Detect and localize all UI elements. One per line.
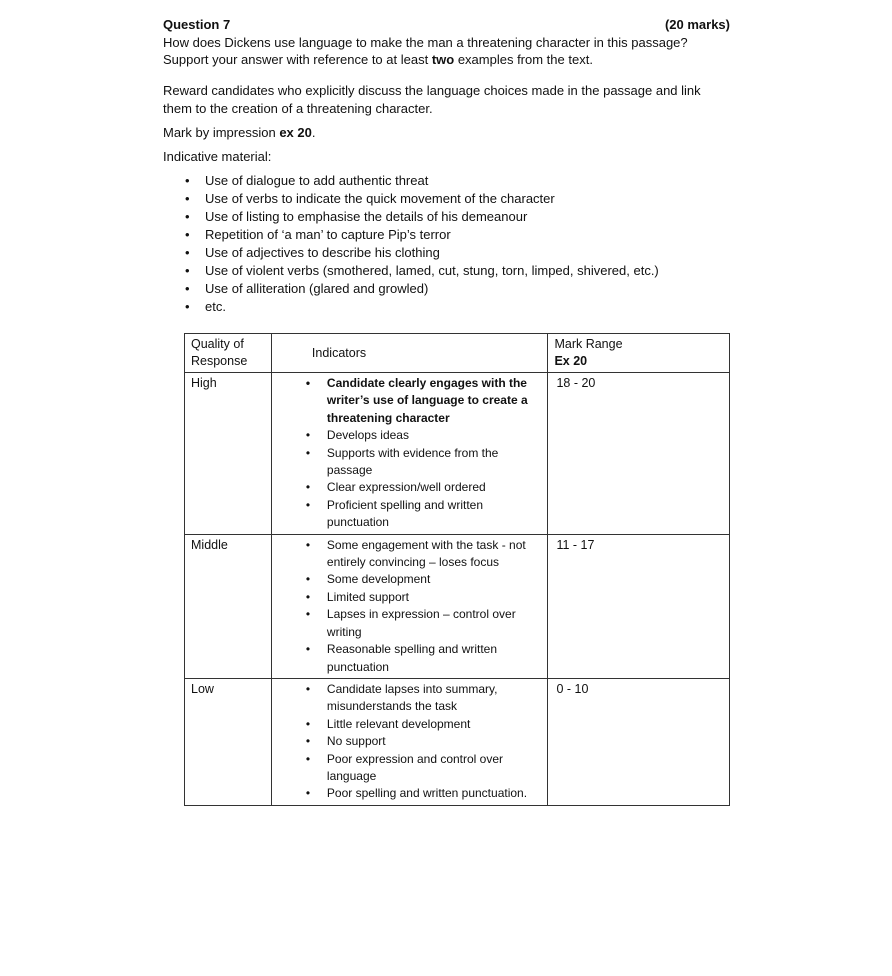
question-block [163,16,730,316]
indicative-item: • Use of alliteration (glared and growled) [183,280,730,298]
indicator-item: • Supports with evidence from the passage [306,445,542,480]
indicator-item: • Poor expression and control over language [306,751,542,786]
indicative-item: • Use of violent verbs (smothered, lamed, cut, stung, torn, limped, shivered, etc.) [183,262,730,280]
prompt-text-end: examples from the text. [454,52,593,67]
indicator-item: • Clear expression/well ordered [306,479,542,496]
reward-guidance: Reward candidates who explicitly discuss the language choices made in the passage and link them to the creation of a threatening character. [163,83,701,116]
indicator-item: • Some engagement with the task - not entirely convincing – loses focus [306,537,542,572]
question-prompt-line1: How does Dickens use language to make the man a threatening character in this passage? [163,35,688,50]
indicator-item: • Poor spelling and written punctuation. [306,785,542,802]
quality-cell: Middle [185,534,272,678]
header-quality-line1: Quality of [191,337,244,351]
indicators-cell [271,534,548,678]
indicator-item: • Limited support [306,589,542,606]
header-quality [185,334,272,373]
header-range-line1: Mark Range [554,337,623,351]
indicative-item: • Use of verbs to indicate the quick movement of the character [183,190,730,208]
mark-by-impression [163,124,730,142]
indicator-item: • No support [306,733,542,750]
indicator-item: • Reasonable spelling and written punctuation [306,641,542,676]
indicator-item: • Little relevant development [306,716,542,733]
indicator-item: • Lapses in expression – control over writing [306,606,542,641]
indicative-item: • Use of dialogue to add authentic threat [183,172,730,190]
indicative-list [163,172,730,316]
mark-by-end: . [311,125,316,140]
mark-by-text: Mark by impression [163,125,280,140]
table-row [185,534,730,678]
table-header-row [185,334,730,373]
table-row [185,373,730,535]
quality-cell: Low [185,678,272,805]
mark-range-cell: 18 - 20 [548,373,730,535]
question-header [163,16,730,34]
prompt-emphasis: two [431,52,455,67]
indicative-item: • etc. [183,298,730,316]
question-prompt-line2 [163,51,730,68]
indicators-cell [271,678,548,805]
indicative-label: Indicative material: [163,149,272,164]
question-marks: (20 marks) [664,17,730,32]
indicator-item: • Some development [306,571,542,588]
mark-range-cell: 0 - 10 [548,678,730,805]
prompt-text: Support your answer with reference to at least [163,52,432,67]
table-row [185,678,730,805]
indicator-item: • Candidate clearly engages with the writer’s use of language to create a threatening character [306,375,542,427]
indicative-item: • Use of adjectives to describe his clothing [183,244,730,262]
indicative-item: • Use of listing to emphasise the details of his demeanour [183,208,730,226]
indicative-item: • Repetition of ‘a man’ to capture Pip’s terror [183,226,730,244]
header-range-line2: Ex 20 [554,354,588,368]
mark-range-cell: 11 - 17 [548,534,730,678]
indicator-item: • Develops ideas [306,427,542,444]
mark-scheme-table [184,333,730,806]
header-quality-line2: Response [191,354,248,368]
quality-cell: High [185,373,272,535]
mark-by-emphasis: ex 20 [279,125,312,140]
header-indicators: Indicators [271,334,548,373]
header-mark-range [548,334,730,373]
indicators-cell [271,373,548,535]
question-title: Question 7 [163,17,231,32]
indicator-item: • Candidate lapses into summary, misunderstands the task [306,681,542,716]
indicator-item: • Proficient spelling and written punctuation [306,497,542,532]
